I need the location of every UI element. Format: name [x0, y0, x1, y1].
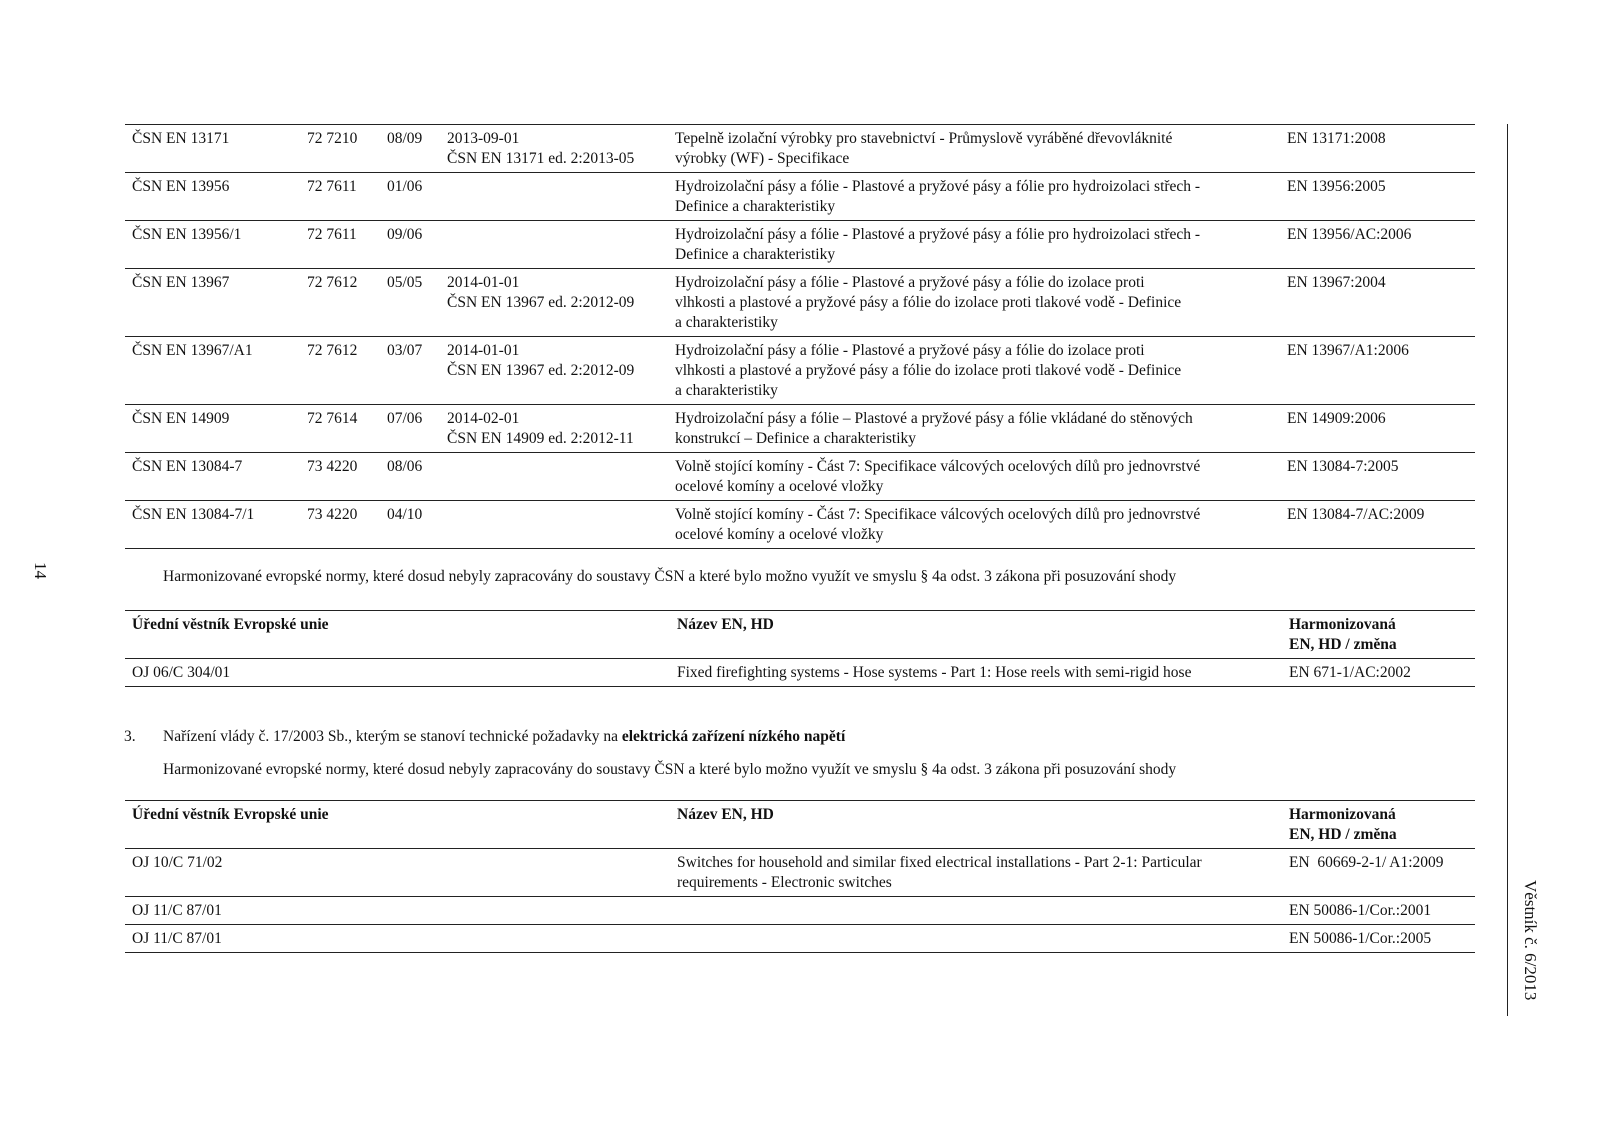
harmonized-header — [1282, 611, 1475, 659]
class-cell: 72 7611 — [300, 221, 380, 269]
standards-table — [125, 124, 1475, 549]
table-row — [125, 659, 1475, 687]
section-number: 3. — [124, 728, 136, 745]
title-cell — [668, 337, 1280, 405]
withdrawal-line: 2014-02-01 — [447, 410, 520, 427]
title-cell — [668, 501, 1280, 549]
section-heading — [163, 727, 845, 747]
csn-cell: ČSN EN 13956/1 — [125, 221, 300, 269]
en-cell: EN 13084-7/AC:2009 — [1280, 501, 1475, 549]
withdrawal-cell — [440, 269, 668, 337]
table-row — [125, 501, 1475, 549]
csn-cell: ČSN EN 13084-7/1 — [125, 501, 300, 549]
en-cell: EN 13956/AC:2006 — [1280, 221, 1475, 269]
table-row — [125, 221, 1475, 269]
csn-cell: ČSN EN 14909 — [125, 405, 300, 453]
table-row — [125, 405, 1475, 453]
harmonized-note-1: Harmonizované evropské normy, které dosud nebyly zapracovány do soustavy ČSN a které bylo možno využít ve smyslu § 4a odst. 3 zákona při posuzování shody — [163, 568, 1177, 585]
oj-cell: OJ 10/C 71/02 — [125, 849, 670, 897]
oj-table-2 — [125, 800, 1475, 953]
title-line: vlhkosti a plastové a pryžové pásy a fólie do izolace proti tlakové vodě - Definice — [675, 294, 1182, 311]
oj-cell: OJ 11/C 87/01 — [125, 897, 670, 925]
section-heading-text: Nařízení vlády č. 17/2003 Sb., kterým se stanoví technické požadavky na — [163, 728, 622, 745]
title-line: Hydroizolační pásy a fólie - Plastové a pryžové pásy a fólie pro hydroizolaci střech - — [675, 178, 1201, 195]
issued-cell: 01/06 — [380, 173, 440, 221]
harmonized-note-2: Harmonizované evropské normy, které dosud nebyly zapracovány do soustavy ČSN a které bylo možno využít ve smyslu § 4a odst. 3 zákona při posuzování shody — [163, 761, 1177, 778]
csn-cell: ČSN EN 13171 — [125, 125, 300, 173]
table-row — [125, 849, 1475, 897]
title-cell — [668, 269, 1280, 337]
title-line: ocelové komíny a ocelové vložky — [675, 526, 884, 543]
title-line: konstrukcí – Definice a charakteristiky — [675, 430, 917, 447]
title-line: Hydroizolační pásy a fólie - Plastové a pryžové pásy a fólie pro hydroizolaci střech - — [675, 226, 1201, 243]
title-cell — [668, 453, 1280, 501]
name-line: Switches for household and similar fixed electrical installations - Part 2-1: Particular — [677, 854, 1202, 871]
harmonized-header-line-1: Harmonizovaná — [1289, 616, 1396, 633]
oj-cell: OJ 11/C 87/01 — [125, 925, 670, 953]
class-cell: 73 4220 — [300, 501, 380, 549]
name-cell — [670, 897, 1282, 925]
title-line: Volně stojící komíny - Část 7: Specifikace válcových ocelových dílů pro jednovrstvé — [675, 506, 1201, 523]
title-line: Volně stojící komíny - Část 7: Specifikace válcových ocelových dílů pro jednovrstvé — [675, 458, 1201, 475]
withdrawal-line: ČSN EN 13967 ed. 2:2012-09 — [447, 294, 635, 311]
issued-cell: 03/07 — [380, 337, 440, 405]
name-cell — [670, 849, 1282, 897]
name-cell: Fixed firefighting systems - Hose systems - Part 1: Hose reels with semi-rigid hose — [670, 659, 1282, 687]
oj-cell: OJ 06/C 304/01 — [125, 659, 670, 687]
title-cell — [668, 125, 1280, 173]
withdrawal-cell — [440, 405, 668, 453]
issued-cell: 05/05 — [380, 269, 440, 337]
title-line: Definice a charakteristiky — [675, 198, 836, 215]
title-line: výrobky (WF) - Specifikace — [675, 150, 850, 167]
table-row — [125, 925, 1475, 953]
withdrawal-line: 2013-09-01 — [447, 130, 520, 147]
margin-rule — [1507, 124, 1508, 1016]
title-line: ocelové komíny a ocelové vložky — [675, 478, 884, 495]
issued-cell: 07/06 — [380, 405, 440, 453]
en-cell: EN 50086-1/Cor.:2001 — [1282, 897, 1475, 925]
name-header: Název EN, HD — [670, 611, 1282, 659]
title-line: Hydroizolační pásy a fólie - Plastové a pryžové pásy a fólie do izolace proti — [675, 342, 1145, 359]
en-cell: EN 13956:2005 — [1280, 173, 1475, 221]
title-cell — [668, 221, 1280, 269]
en-cell: EN 14909:2006 — [1280, 405, 1475, 453]
title-line: Hydroizolační pásy a fólie – Plastové a pryžové pásy a fólie vkládané do stěnových — [675, 410, 1193, 427]
withdrawal-cell — [440, 337, 668, 405]
title-line: vlhkosti a plastové a pryžové pásy a fólie do izolace proti tlakové vodě - Definice — [675, 362, 1182, 379]
withdrawal-line: 2014-01-01 — [447, 342, 520, 359]
csn-cell: ČSN EN 13084-7 — [125, 453, 300, 501]
class-cell: 72 7614 — [300, 405, 380, 453]
page-number: 14 — [31, 562, 50, 579]
withdrawal-line: ČSN EN 13171 ed. 2:2013-05 — [447, 150, 635, 167]
issued-cell: 09/06 — [380, 221, 440, 269]
title-cell — [668, 405, 1280, 453]
en-cell: EN 60669-2-1/ A1:2009 — [1282, 849, 1475, 897]
class-cell: 73 4220 — [300, 453, 380, 501]
harmonized-header — [1282, 801, 1475, 849]
name-header: Název EN, HD — [670, 801, 1282, 849]
csn-cell: ČSN EN 13967 — [125, 269, 300, 337]
title-line: Definice a charakteristiky — [675, 246, 836, 263]
journal-issue: Věstník č. 6/2013 — [1521, 880, 1540, 1001]
table-row — [125, 173, 1475, 221]
oj-table-1 — [125, 610, 1475, 687]
issued-cell: 08/06 — [380, 453, 440, 501]
table-row — [125, 125, 1475, 173]
oj-table-1-header — [125, 611, 1475, 659]
title-line: Tepelně izolační výrobky pro stavebnictví - Průmyslově vyráběné dřevovláknité — [675, 130, 1173, 147]
name-cell — [670, 925, 1282, 953]
withdrawal-line: ČSN EN 13967 ed. 2:2012-09 — [447, 362, 635, 379]
issued-cell: 04/10 — [380, 501, 440, 549]
withdrawal-cell — [440, 221, 668, 269]
title-line: a charakteristiky — [675, 314, 778, 331]
csn-cell: ČSN EN 13956 — [125, 173, 300, 221]
class-cell: 72 7612 — [300, 337, 380, 405]
harmonized-header-line-1: Harmonizovaná — [1289, 806, 1396, 823]
class-cell: 72 7612 — [300, 269, 380, 337]
title-cell — [668, 173, 1280, 221]
section-heading-bold: elektrická zařízení nízkého napětí — [621, 728, 846, 745]
name-line: requirements - Electronic switches — [677, 874, 892, 891]
withdrawal-line: 2014-01-01 — [447, 274, 520, 291]
oj-header: Úřední věstník Evropské unie — [125, 801, 670, 849]
withdrawal-cell — [440, 173, 668, 221]
table-row — [125, 897, 1475, 925]
standards-table-body — [125, 125, 1475, 549]
en-cell: EN 50086-1/Cor.:2005 — [1282, 925, 1475, 953]
en-cell: EN 13967/A1:2006 — [1280, 337, 1475, 405]
csn-cell: ČSN EN 13967/A1 — [125, 337, 300, 405]
oj-header: Úřední věstník Evropské unie — [125, 611, 670, 659]
withdrawal-cell — [440, 125, 668, 173]
en-cell: EN 13171:2008 — [1280, 125, 1475, 173]
table-row — [125, 453, 1475, 501]
issued-cell: 08/09 — [380, 125, 440, 173]
table-row — [125, 337, 1475, 405]
class-cell: 72 7611 — [300, 173, 380, 221]
harmonized-header-line-2: EN, HD / změna — [1289, 636, 1397, 653]
withdrawal-cell — [440, 453, 668, 501]
oj-table-2-header — [125, 801, 1475, 849]
title-line: Hydroizolační pásy a fólie - Plastové a pryžové pásy a fólie do izolace proti — [675, 274, 1145, 291]
en-cell: EN 13084-7:2005 — [1280, 453, 1475, 501]
title-line: a charakteristiky — [675, 382, 778, 399]
withdrawal-cell — [440, 501, 668, 549]
table-row — [125, 269, 1475, 337]
harmonized-header-line-2: EN, HD / změna — [1289, 826, 1397, 843]
en-cell: EN 13967:2004 — [1280, 269, 1475, 337]
en-cell: EN 671-1/AC:2002 — [1282, 659, 1475, 687]
class-cell: 72 7210 — [300, 125, 380, 173]
withdrawal-line: ČSN EN 14909 ed. 2:2012-11 — [447, 430, 634, 447]
